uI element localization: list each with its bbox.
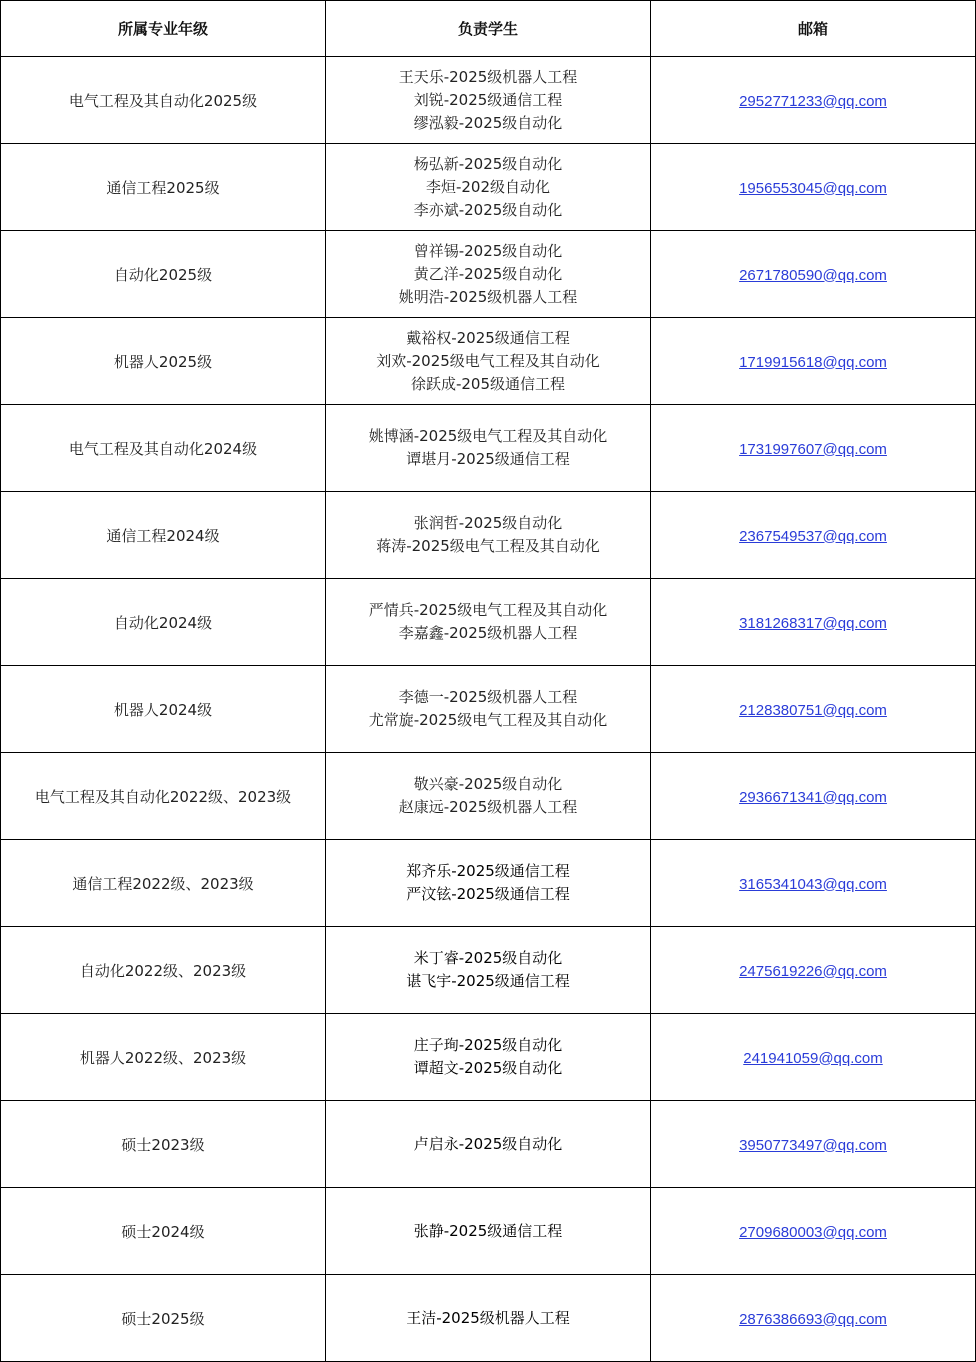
student-name: 徐跃成-205级通信工程 <box>410 374 566 393</box>
students-cell <box>326 753 651 840</box>
major-cell: 自动化2025级 <box>1 231 326 318</box>
email-link[interactable]: 1956553045@qq.com <box>739 179 887 197</box>
student-name: 李德一-2025级机器人工程 <box>398 688 578 706</box>
student-name: 张润哲-2025级自动化 <box>413 514 563 532</box>
email-cell <box>651 753 976 840</box>
email-cell <box>651 231 976 318</box>
table-row <box>1 318 976 405</box>
major-cell: 电气工程及其自动化2024级 <box>1 405 326 492</box>
student-name: 卢启永-2025级自动化 <box>413 1134 563 1153</box>
table-row <box>1 405 976 492</box>
major-cell: 电气工程及其自动化2022级、2023级 <box>1 753 326 840</box>
table-row <box>1 666 976 753</box>
table-row <box>1 579 976 666</box>
email-link[interactable]: 2671780590@qq.com <box>739 266 887 284</box>
email-cell <box>651 1014 976 1101</box>
students-cell <box>326 318 651 405</box>
student-name: 严汶铉-2025级通信工程 <box>406 885 570 903</box>
email-link[interactable]: 2876386693@qq.com <box>739 1310 887 1328</box>
table-row <box>1 927 976 1014</box>
header-email: 邮箱 <box>651 1 976 57</box>
table-row <box>1 1275 976 1362</box>
header-major: 所属专业年级 <box>1 1 326 57</box>
table-row <box>1 1188 976 1275</box>
student-name: 曾祥锡-2025级自动化 <box>413 241 563 260</box>
students-cell <box>326 57 651 144</box>
students-cell <box>326 405 651 492</box>
student-name: 王洁-2025级机器人工程 <box>406 1308 570 1327</box>
student-name: 王天乐-2025级机器人工程 <box>398 67 578 86</box>
email-link[interactable]: 2128380751@qq.com <box>739 701 887 719</box>
students-cell <box>326 231 651 318</box>
major-cell: 通信工程2024级 <box>1 492 326 579</box>
students-cell <box>326 1275 651 1362</box>
students-cell <box>326 840 651 927</box>
student-name: 严情兵-2025级电气工程及其自动化 <box>368 601 608 619</box>
student-name: 谭超文-2025级自动化 <box>413 1059 563 1077</box>
email-link[interactable]: 241941059@qq.com <box>743 1049 883 1067</box>
major-cell: 自动化2022级、2023级 <box>1 927 326 1014</box>
major-cell: 电气工程及其自动化2025级 <box>1 57 326 144</box>
major-cell: 硕士2025级 <box>1 1275 326 1362</box>
students-cell <box>326 579 651 666</box>
student-name: 缪泓毅-2025级自动化 <box>413 113 563 132</box>
students-cell <box>326 1188 651 1275</box>
student-name: 谭堪月-2025级通信工程 <box>406 450 570 468</box>
email-link[interactable]: 2475619226@qq.com <box>739 962 887 980</box>
student-name: 谌飞宇-2025级通信工程 <box>406 972 570 990</box>
student-name: 李烜-202级自动化 <box>425 177 551 196</box>
major-cell: 机器人2022级、2023级 <box>1 1014 326 1101</box>
email-cell <box>651 840 976 927</box>
email-link[interactable]: 2709680003@qq.com <box>739 1223 887 1241</box>
table-row <box>1 57 976 144</box>
students-cell <box>326 492 651 579</box>
email-cell <box>651 318 976 405</box>
major-cell: 机器人2024级 <box>1 666 326 753</box>
email-link[interactable]: 3165341043@qq.com <box>739 875 887 893</box>
student-name: 姚博涵-2025级电气工程及其自动化 <box>368 427 608 445</box>
table-row <box>1 1101 976 1188</box>
table-row <box>1 231 976 318</box>
table-row <box>1 753 976 840</box>
email-link[interactable]: 2367549537@qq.com <box>739 527 887 545</box>
student-name: 姚明浩-2025级机器人工程 <box>398 287 578 306</box>
major-cell: 通信工程2022级、2023级 <box>1 840 326 927</box>
email-cell <box>651 1188 976 1275</box>
students-cell <box>326 1101 651 1188</box>
student-name: 戴裕权-2025级通信工程 <box>406 328 570 347</box>
major-cell: 自动化2024级 <box>1 579 326 666</box>
email-cell <box>651 1275 976 1362</box>
email-link[interactable]: 1719915618@qq.com <box>739 353 887 371</box>
header-row <box>1 1 976 57</box>
email-cell <box>651 666 976 753</box>
student-name: 李嘉鑫-2025级机器人工程 <box>398 624 578 642</box>
student-name: 赵康远-2025级机器人工程 <box>398 798 578 816</box>
email-link[interactable]: 2936671341@qq.com <box>739 788 887 806</box>
email-link[interactable]: 2952771233@qq.com <box>739 92 887 110</box>
students-cell <box>326 666 651 753</box>
student-name: 蒋涛-2025级电气工程及其自动化 <box>376 537 600 555</box>
student-name: 米丁睿-2025级自动化 <box>413 949 563 967</box>
email-cell <box>651 144 976 231</box>
student-name: 黄乙洋-2025级自动化 <box>413 264 563 283</box>
email-cell <box>651 927 976 1014</box>
major-cell: 硕士2024级 <box>1 1188 326 1275</box>
email-cell <box>651 1101 976 1188</box>
table-row <box>1 1014 976 1101</box>
student-name: 刘欢-2025级电气工程及其自动化 <box>376 351 600 370</box>
email-link[interactable]: 3181268317@qq.com <box>739 614 887 632</box>
table-row <box>1 144 976 231</box>
major-cell: 通信工程2025级 <box>1 144 326 231</box>
table-row <box>1 840 976 927</box>
student-name: 李亦斌-2025级自动化 <box>413 200 563 219</box>
email-cell <box>651 492 976 579</box>
student-name: 张静-2025级通信工程 <box>413 1221 563 1240</box>
header-students: 负责学生 <box>326 1 651 57</box>
table-row <box>1 492 976 579</box>
email-cell <box>651 57 976 144</box>
student-name: 庄子珣-2025级自动化 <box>413 1036 563 1054</box>
student-name: 郑齐乐-2025级通信工程 <box>406 862 570 880</box>
students-cell <box>326 927 651 1014</box>
student-name: 敬兴豪-2025级自动化 <box>413 775 563 793</box>
student-name: 杨弘新-2025级自动化 <box>413 154 563 173</box>
email-cell <box>651 405 976 492</box>
student-name: 尤常旋-2025级电气工程及其自动化 <box>368 711 608 729</box>
email-link[interactable]: 1731997607@qq.com <box>739 440 887 458</box>
email-link[interactable]: 3950773497@qq.com <box>739 1136 887 1154</box>
email-cell <box>651 579 976 666</box>
student-name: 刘锐-2025级通信工程 <box>413 90 563 109</box>
students-cell <box>326 1014 651 1101</box>
major-cell: 硕士2023级 <box>1 1101 326 1188</box>
major-cell: 机器人2025级 <box>1 318 326 405</box>
students-cell <box>326 144 651 231</box>
